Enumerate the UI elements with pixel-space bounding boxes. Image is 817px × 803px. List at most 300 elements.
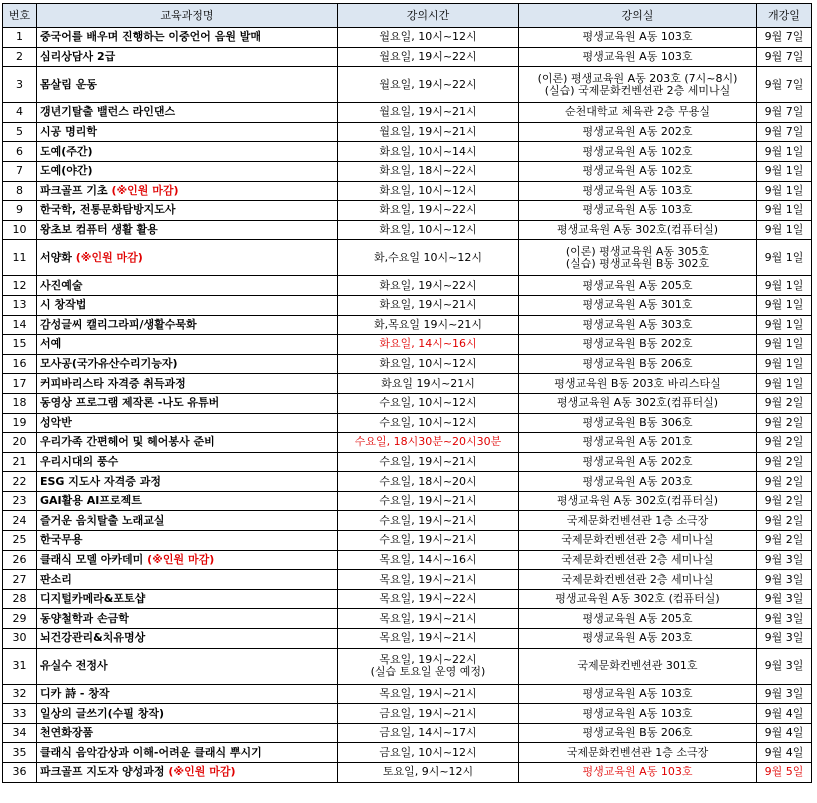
lecture-room	[519, 413, 757, 433]
course-name-text: 클래식 음악감상과 이해-어려운 클래식 뿌시기	[40, 745, 262, 759]
closed-note: (※인원 마감)	[147, 552, 215, 566]
lecture-room	[519, 452, 757, 472]
lecture-time	[338, 413, 519, 433]
start-date-text: 9월 3일	[764, 659, 804, 673]
lecture-time-text: 화요일, 10시~12시	[379, 183, 477, 197]
course-name-text: 동양철학과 손금학	[40, 611, 129, 625]
lecture-room-text: 평생교육원 A동 302호(컴퓨터실)	[557, 494, 718, 508]
row-number	[3, 47, 37, 67]
course-name	[37, 723, 338, 743]
lecture-room	[519, 142, 757, 162]
start-date-text: 9월 1일	[764, 164, 804, 178]
lecture-time-text: 목요일, 19시~21시	[379, 572, 477, 586]
row-number	[3, 181, 37, 201]
lecture-room	[519, 220, 757, 240]
row-number	[3, 28, 37, 48]
row-number-text: 7	[16, 164, 23, 178]
row-number-text: 31	[12, 659, 27, 673]
start-date	[757, 609, 812, 629]
lecture-room	[519, 609, 757, 629]
lecture-room-text: 평생교육원 A동 205호	[582, 611, 693, 625]
lecture-time-text: 월요일, 19시~22시	[379, 77, 477, 91]
start-date	[757, 491, 812, 511]
table-row	[3, 103, 812, 123]
start-date-text: 9월 1일	[764, 317, 804, 331]
table-row	[3, 550, 812, 570]
course-name-text: 서예	[40, 337, 62, 351]
header-num: 번호	[3, 4, 37, 28]
lecture-room-extra: (실습) 평생교육원 B동 302호	[565, 256, 710, 270]
row-number	[3, 393, 37, 413]
start-date	[757, 28, 812, 48]
start-date	[757, 413, 812, 433]
table-row	[3, 374, 812, 394]
lecture-room-text: 평생교육원 A동 102호	[582, 164, 693, 178]
lecture-room-text: 국제문화컨벤션관 1층 소극장	[566, 745, 709, 759]
start-date-text: 9월 7일	[764, 77, 804, 91]
lecture-room-text: 국제문화컨벤션관 1층 소극장	[566, 513, 709, 527]
course-name	[37, 763, 338, 783]
start-date	[757, 589, 812, 609]
start-date-text: 9월 2일	[764, 533, 804, 547]
start-date-text: 9월 7일	[764, 125, 804, 139]
start-date	[757, 531, 812, 551]
table-row	[3, 335, 812, 355]
course-name	[37, 589, 338, 609]
lecture-room	[519, 704, 757, 724]
course-name	[37, 181, 338, 201]
start-date	[757, 181, 812, 201]
course-name-text: 도예(주간)	[40, 144, 93, 158]
table-row	[3, 648, 812, 684]
table-body	[3, 28, 812, 783]
start-date-text: 9월 4일	[764, 726, 804, 740]
row-number	[3, 335, 37, 355]
start-date-text: 9월 3일	[764, 686, 804, 700]
lecture-time	[338, 743, 519, 763]
lecture-room-text: 국제문화컨벤션관 2층 세미나실	[561, 552, 714, 566]
row-number	[3, 550, 37, 570]
start-date	[757, 354, 812, 374]
lecture-room	[519, 550, 757, 570]
row-number	[3, 161, 37, 181]
start-date	[757, 374, 812, 394]
lecture-room-text: 평생교육원 A동 102호	[582, 144, 693, 158]
start-date	[757, 295, 812, 315]
lecture-time	[338, 511, 519, 531]
table-row	[3, 684, 812, 704]
start-date-text: 9월 1일	[764, 278, 804, 292]
lecture-time	[338, 704, 519, 724]
course-name	[37, 295, 338, 315]
course-name-text: 유실수 전정사	[40, 659, 108, 673]
lecture-room-text: 평생교육원 A동 302호(컴퓨터실)	[557, 223, 718, 237]
lecture-room-text: 평생교육원 A동 103호	[582, 203, 693, 217]
row-number-text: 34	[12, 726, 27, 740]
header-room: 강의실	[519, 4, 757, 28]
course-name-text: 판소리	[40, 572, 72, 586]
row-number	[3, 629, 37, 649]
row-number-text: 3	[16, 77, 23, 91]
row-number-text: 36	[12, 765, 27, 779]
course-name-text: 천연화장품	[40, 726, 94, 740]
start-date-text: 9월 1일	[764, 357, 804, 371]
row-number	[3, 531, 37, 551]
lecture-time-text: 수요일, 19시~21시	[379, 494, 477, 508]
table-row	[3, 201, 812, 221]
start-date	[757, 433, 812, 453]
lecture-time-text: 월요일, 19시~22시	[379, 49, 477, 63]
row-number	[3, 570, 37, 590]
row-number-text: 12	[12, 278, 27, 292]
start-date-text: 9월 1일	[764, 376, 804, 390]
start-date-text: 9월 2일	[764, 396, 804, 410]
lecture-time-text: 목요일, 19시~21시	[379, 611, 477, 625]
lecture-time	[338, 589, 519, 609]
lecture-room	[519, 723, 757, 743]
lecture-room-text: 평생교육원 A동 203호	[582, 474, 693, 488]
row-number	[3, 648, 37, 684]
header-time: 강의시간	[338, 4, 519, 28]
table-row	[3, 589, 812, 609]
course-name	[37, 276, 338, 296]
lecture-time-text: 목요일, 14시~16시	[379, 552, 477, 566]
lecture-time	[338, 354, 519, 374]
course-name-text: 파크골프 지도자 양성과정	[40, 765, 165, 779]
course-name-text: 시공 명리학	[40, 125, 97, 139]
lecture-room	[519, 67, 757, 103]
row-number-text: 1	[16, 30, 23, 44]
row-number-text: 2	[16, 49, 23, 63]
lecture-time-text: 화요일, 10시~12시	[379, 357, 477, 371]
lecture-time	[338, 570, 519, 590]
course-name-text: GAI활용 AI프로젝트	[40, 494, 142, 508]
row-number	[3, 240, 37, 276]
table-row	[3, 413, 812, 433]
start-date	[757, 743, 812, 763]
course-name-text: 커피바리스타 자격증 취득과정	[40, 376, 186, 390]
table-row	[3, 609, 812, 629]
lecture-room	[519, 276, 757, 296]
row-number-text: 14	[12, 317, 27, 331]
lecture-room	[519, 743, 757, 763]
course-name-text: 파크골프 기초	[40, 183, 108, 197]
lecture-room	[519, 433, 757, 453]
start-date	[757, 276, 812, 296]
lecture-time-text: 수요일, 19시~21시	[379, 454, 477, 468]
course-table	[2, 3, 812, 783]
course-name	[37, 354, 338, 374]
lecture-room	[519, 374, 757, 394]
start-date	[757, 335, 812, 355]
row-number	[3, 142, 37, 162]
start-date	[757, 161, 812, 181]
course-name	[37, 47, 338, 67]
start-date-text: 9월 3일	[764, 592, 804, 606]
lecture-room-text: (이론) 평생교육원 A동 203호 (7시~8시)	[537, 71, 738, 85]
lecture-room-text: 평생교육원 A동 301호	[582, 298, 693, 312]
start-date	[757, 201, 812, 221]
lecture-room	[519, 47, 757, 67]
lecture-time	[338, 103, 519, 123]
start-date	[757, 122, 812, 142]
start-date-text: 9월 1일	[764, 183, 804, 197]
start-date	[757, 47, 812, 67]
lecture-time	[338, 433, 519, 453]
start-date-text: 9월 7일	[764, 105, 804, 119]
table-row	[3, 161, 812, 181]
row-number	[3, 609, 37, 629]
start-date	[757, 315, 812, 335]
lecture-time	[338, 47, 519, 67]
lecture-time	[338, 472, 519, 492]
lecture-time	[338, 240, 519, 276]
lecture-time	[338, 609, 519, 629]
row-number	[3, 103, 37, 123]
lecture-time-text: 화,수요일 10시~12시	[374, 250, 482, 264]
lecture-time	[338, 181, 519, 201]
lecture-time	[338, 28, 519, 48]
table-row	[3, 315, 812, 335]
lecture-time	[338, 276, 519, 296]
course-name-text: 뇌건강관리&치유명상	[40, 631, 146, 645]
lecture-time	[338, 201, 519, 221]
lecture-time-text: 화요일, 10시~14시	[379, 144, 477, 158]
table-row	[3, 743, 812, 763]
row-number	[3, 472, 37, 492]
course-name	[37, 142, 338, 162]
header-name: 교육과정명	[37, 4, 338, 28]
start-date	[757, 103, 812, 123]
lecture-room-text: 평생교육원 A동 205호	[582, 278, 693, 292]
lecture-room-extra: (실습) 국제문화컨벤션관 2층 세미나실	[544, 83, 731, 97]
row-number	[3, 763, 37, 783]
course-name-text: 즐거운 음치탈출 노래교실	[40, 513, 165, 527]
lecture-room-text: 평생교육원 A동 103호	[582, 686, 693, 700]
lecture-time-text: 목요일, 19시~22시	[379, 592, 477, 606]
course-name	[37, 201, 338, 221]
lecture-time	[338, 295, 519, 315]
lecture-time	[338, 393, 519, 413]
table-row	[3, 67, 812, 103]
start-date	[757, 452, 812, 472]
lecture-time	[338, 220, 519, 240]
lecture-room	[519, 201, 757, 221]
table-row	[3, 240, 812, 276]
row-number	[3, 295, 37, 315]
course-name	[37, 413, 338, 433]
course-name	[37, 570, 338, 590]
lecture-room	[519, 531, 757, 551]
table-row	[3, 354, 812, 374]
table-row	[3, 220, 812, 240]
lecture-room	[519, 763, 757, 783]
start-date	[757, 393, 812, 413]
row-number	[3, 201, 37, 221]
row-number-text: 13	[12, 298, 27, 312]
closed-note: (※인원 마감)	[75, 250, 143, 264]
row-number-text: 15	[12, 337, 27, 351]
table-row	[3, 142, 812, 162]
start-date	[757, 704, 812, 724]
lecture-room-text: 평생교육원 A동 202호	[582, 125, 693, 139]
row-number-text: 35	[12, 745, 27, 759]
lecture-room	[519, 122, 757, 142]
course-name-text: 디지털카메라&포토샵	[40, 592, 146, 606]
course-name-text: 심리상담사 2급	[40, 49, 116, 63]
lecture-time	[338, 648, 519, 684]
row-number-text: 11	[12, 250, 27, 264]
lecture-room	[519, 335, 757, 355]
lecture-room-text: 순천대학교 체육관 2층 무용실	[565, 105, 710, 119]
lecture-room-text: 평생교육원 A동 103호	[582, 765, 693, 779]
lecture-room-text: 평생교육원 A동 103호	[582, 183, 693, 197]
start-date	[757, 142, 812, 162]
row-number	[3, 433, 37, 453]
lecture-time	[338, 684, 519, 704]
course-name	[37, 511, 338, 531]
lecture-time-text: 화요일, 19시~22시	[379, 203, 477, 217]
lecture-room	[519, 354, 757, 374]
lecture-time-text: 수요일, 19시~21시	[379, 533, 477, 547]
lecture-time	[338, 122, 519, 142]
start-date-text: 9월 3일	[764, 572, 804, 586]
lecture-room	[519, 315, 757, 335]
row-number	[3, 743, 37, 763]
course-name	[37, 67, 338, 103]
course-name-text: 시 창작법	[40, 298, 87, 312]
header-date: 개강일	[757, 4, 812, 28]
lecture-time-text: 화요일 19시~21시	[381, 376, 475, 390]
course-name	[37, 491, 338, 511]
row-number	[3, 511, 37, 531]
row-number-text: 6	[16, 144, 23, 158]
row-number	[3, 374, 37, 394]
lecture-time-text: 화요일, 18시~22시	[379, 164, 477, 178]
row-number	[3, 704, 37, 724]
course-name	[37, 648, 338, 684]
lecture-time-text: 수요일, 19시~21시	[379, 513, 477, 527]
row-number	[3, 220, 37, 240]
start-date	[757, 570, 812, 590]
table-row	[3, 295, 812, 315]
course-name	[37, 684, 338, 704]
table-row	[3, 276, 812, 296]
lecture-room	[519, 103, 757, 123]
row-number-text: 9	[16, 203, 23, 217]
closed-note: (※인원 마감)	[168, 765, 236, 779]
lecture-time-text: 수요일, 18시30분~20시30분	[354, 435, 502, 449]
table-row	[3, 433, 812, 453]
closed-note: (※인원 마감)	[111, 183, 179, 197]
lecture-time-text: 화요일, 19시~21시	[379, 298, 477, 312]
table-row	[3, 763, 812, 783]
lecture-room	[519, 511, 757, 531]
lecture-room-text: 평생교육원 B동 306호	[582, 415, 693, 429]
course-name	[37, 452, 338, 472]
lecture-time-text: 월요일, 10시~12시	[379, 30, 477, 44]
course-name-text: 우리가족 간편헤어 및 헤어봉사 준비	[40, 435, 215, 449]
lecture-room	[519, 295, 757, 315]
lecture-room-text: 평생교육원 A동 303호	[582, 317, 693, 331]
lecture-room	[519, 161, 757, 181]
lecture-time	[338, 335, 519, 355]
lecture-room-text: 평생교육원 B동 206호	[582, 357, 693, 371]
course-name-text: 동영상 프로그램 제작론 -나도 유튜버	[40, 396, 220, 410]
lecture-time-text: 수요일, 18시~20시	[379, 474, 477, 488]
start-date	[757, 240, 812, 276]
table-row	[3, 122, 812, 142]
course-name	[37, 704, 338, 724]
course-name	[37, 531, 338, 551]
lecture-time	[338, 550, 519, 570]
course-name-text: 왕초보 컴퓨터 생활 활용	[40, 223, 158, 237]
start-date-text: 9월 4일	[764, 706, 804, 720]
table-row	[3, 511, 812, 531]
row-number-text: 4	[16, 105, 23, 119]
table-row	[3, 531, 812, 551]
row-number	[3, 276, 37, 296]
row-number	[3, 315, 37, 335]
lecture-room-text: 평생교육원 A동 103호	[582, 30, 693, 44]
start-date	[757, 220, 812, 240]
lecture-time-text: 수요일, 10시~12시	[379, 396, 477, 410]
lecture-room-text: 국제문화컨벤션관 2층 세미나실	[561, 572, 714, 586]
course-name-text: 디카 詩 - 창작	[40, 686, 110, 700]
course-name	[37, 374, 338, 394]
start-date	[757, 723, 812, 743]
start-date	[757, 629, 812, 649]
course-name-text: 모사공(국가유산수리기능자)	[40, 357, 178, 371]
start-date-text: 9월 3일	[764, 611, 804, 625]
row-number-text: 25	[12, 533, 27, 547]
course-name	[37, 28, 338, 48]
start-date-text: 9월 2일	[764, 474, 804, 488]
row-number-text: 33	[12, 706, 27, 720]
start-date	[757, 763, 812, 783]
course-name-text: 도예(야간)	[40, 164, 93, 178]
course-name-text: 사진예술	[40, 278, 83, 292]
lecture-room-text: 국제문화컨벤션관 2층 세미나실	[561, 533, 714, 547]
table-row	[3, 704, 812, 724]
course-name	[37, 335, 338, 355]
lecture-time-text: 금요일, 19시~21시	[379, 706, 477, 720]
course-name	[37, 472, 338, 492]
lecture-room	[519, 491, 757, 511]
table-row	[3, 472, 812, 492]
course-name	[37, 629, 338, 649]
lecture-time-extra: (실습 토요일 운영 예정)	[370, 665, 486, 679]
course-name-text: 한국학, 전통문화탐방지도사	[40, 203, 176, 217]
lecture-room-text: 평생교육원 A동 302호(컴퓨터실)	[557, 396, 718, 410]
lecture-time	[338, 531, 519, 551]
lecture-room-text: 평생교육원 A동 103호	[582, 49, 693, 63]
course-name-text: 감성글씨 캘리그라피/생활수묵화	[40, 317, 197, 331]
table-row	[3, 570, 812, 590]
lecture-time	[338, 315, 519, 335]
lecture-room	[519, 629, 757, 649]
start-date-text: 9월 2일	[764, 513, 804, 527]
row-number-text: 28	[12, 592, 27, 606]
row-number-text: 22	[12, 474, 27, 488]
row-number-text: 5	[16, 125, 23, 139]
course-name	[37, 315, 338, 335]
start-date	[757, 648, 812, 684]
start-date-text: 9월 1일	[764, 250, 804, 264]
course-name-text: 몸살림 운동	[40, 77, 97, 91]
start-date-text: 9월 4일	[764, 745, 804, 759]
lecture-room	[519, 28, 757, 48]
